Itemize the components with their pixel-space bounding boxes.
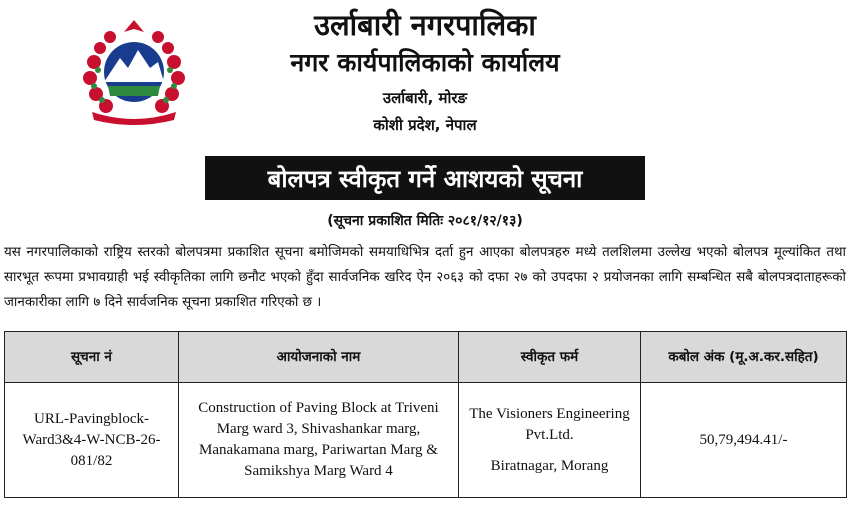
notice-body: यस नगरपालिकाको राष्ट्रिय स्तरको बोलपत्रमा प्रकाशित सूचना बमोजिमको समयाधिभित्र दर्ता हुन आएका बोलपत्रहरु मध्ये तलशिलमा उल्लेख भएको बोलपत्र मूल्यांकित तथा सारभूत रूपमा प्रभावग्राही भई स्वीकृतिका लागि छनौट भएको हुँदा सार्वजनिक खरिद ऐन २०६३ को दफा २७ को उपदफा २ प्रयोजनका लागि सम्बन्धित सबै बोलपत्रदाताहरूको जानकारीका लागि ७ दिने सार्वजनिक सूचना प्रकाशित गरिएको छ । [4,245,846,310]
header-approved-firm: स्वीकृत फर्म [459,332,641,383]
cell-project-name: Construction of Paving Block at Triveni Marg ward 3, Shivashankar marg, Manakamana marg, Pariwartan Marg & Samikshya Marg Ward 4 [179,383,459,498]
firm-address: Biratnagar, Morang [490,457,609,474]
cell-firm [459,383,641,498]
table-row [5,383,847,498]
cell-bid-amount: 50,79,494.41/- [641,383,847,498]
cell-notice-no: URL-Pavingblock-Ward3&4-W-NCB-26-081/82 [5,383,179,498]
header-bid-amount: कबोल अंक (मू.अ.कर.सहित) [641,332,847,383]
municipality-name: उर्लाबारी नगरपालिका [314,8,536,42]
bid-table [4,331,847,498]
office-header [200,6,650,137]
notice-title: बोलपत्र स्वीकृत गर्ने आशयको सूचना [205,156,645,200]
header-project-name: आयोजनाको नाम [179,332,459,383]
table-header-row [5,332,847,383]
office-province: कोशी प्रदेश, नेपाल [373,116,477,134]
office-location: उर्लाबारी, मोरङ [382,89,468,107]
header-notice-no: सूचना नं [5,332,179,383]
office-name: नगर कार्यपालिकाको कार्यालय [290,48,560,77]
nepal-emblem-icon [78,16,190,126]
published-date: (सूचना प्रकाशित मितिः २०८१/१२/१३) [327,213,523,229]
firm-name: The Visioners Engineering Pvt.Ltd. [469,405,630,443]
